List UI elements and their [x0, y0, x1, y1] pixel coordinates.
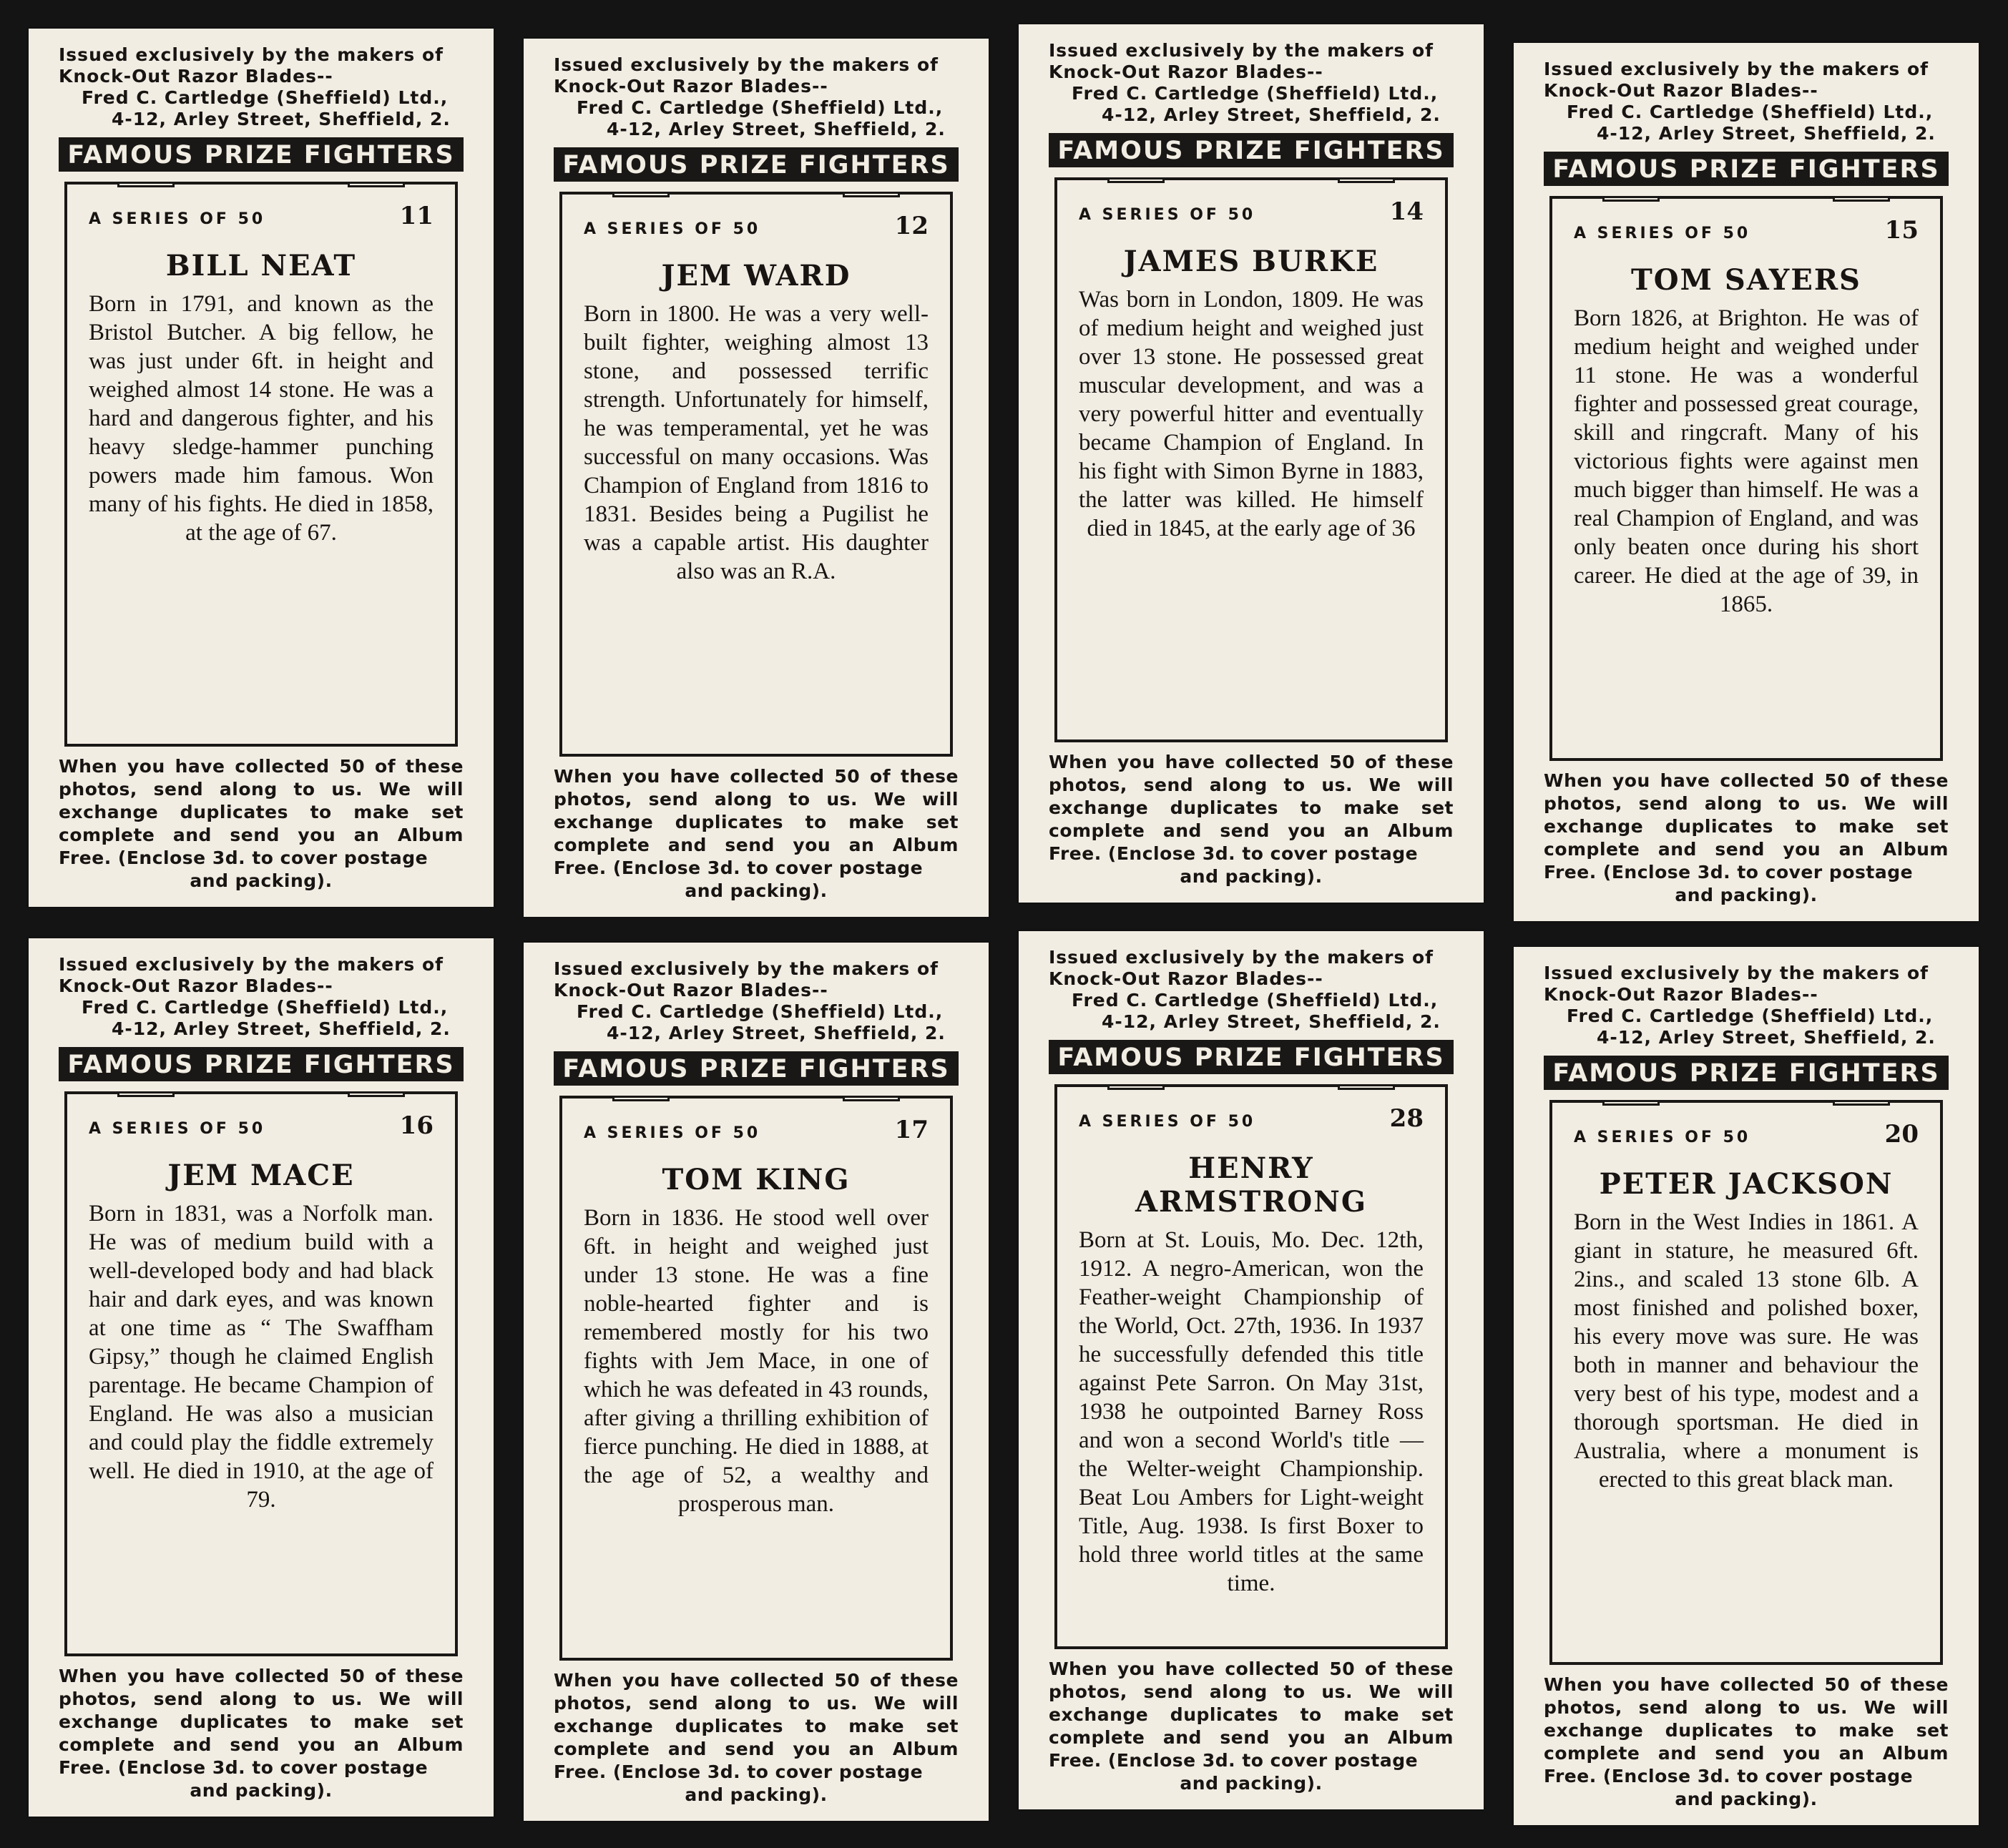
issuer-line-4: 4-12, Arley Street, Sheffield, 2.	[1597, 123, 1936, 144]
footer-end: and packing).	[190, 870, 333, 891]
issuer-line-2: Knock-Out Razor Blades--	[59, 66, 333, 87]
issuer-line-1: Issued exclusively by the makers of	[554, 54, 939, 75]
issuer-line-1: Issued exclusively by the makers of	[554, 958, 939, 979]
issuer-line-2: Knock-Out Razor Blades--	[1544, 984, 1818, 1005]
issuer-line-1: Issued exclusively by the makers of	[1544, 963, 1929, 983]
series-row	[1079, 1104, 1424, 1133]
series-row	[584, 212, 929, 240]
fighter-bio: Born in 1831, was a Norfolk man. He was of medium build with a well-developed body and had black hair and dark eyes, and was known at one time as “ The Swaffham Gipsy,” though he claimed English parentage. He became Champion of England. He was also a musician and could play the fiddle extremely well. He died in 1910, at the age of 79.	[89, 1201, 434, 1513]
card-number: 16	[399, 1111, 434, 1140]
card-number: 11	[399, 202, 434, 230]
issuer-line-1: Issued exclusively by the makers of	[1049, 40, 1434, 61]
bio-frame	[559, 1096, 953, 1661]
frame-tab	[1602, 1100, 1660, 1106]
card-number: 15	[1884, 216, 1919, 245]
series-label: A SERIES OF 50	[89, 1120, 266, 1138]
frame-tab	[1833, 196, 1890, 202]
fighter-bio: Born in the West Indies in 1861. A giant in stature, he measured 6ft. 2ins., and scaled 13 stone 6lb. A most finished and polished boxer, his every move was sure. He was both in manner and behaviour the very best of his type, modest and a thorough sportsman. He died in Australia, where a monument is erected to this great black man.	[1574, 1209, 1919, 1493]
footer-end: and packing).	[190, 1780, 333, 1801]
card-number: 14	[1389, 197, 1424, 226]
footer-main: When you have collected 50 of these photos, send along to us. We will exchange duplicates to make set complete and send you an Album Free. (Enclose 3d. to cover postage	[1049, 752, 1454, 864]
series-banner: FAMOUS PRIZE FIGHTERS	[1049, 1040, 1454, 1074]
series-label: A SERIES OF 50	[1079, 206, 1256, 224]
series-banner: FAMOUS PRIZE FIGHTERS	[554, 147, 959, 182]
frame-tab	[1338, 1084, 1395, 1090]
frame-tab	[843, 192, 900, 197]
fighter-bio: Was born in London, 1809. He was of medium height and weighed just over 13 stone. He possessed great muscular development, and was a very powerful hitter and eventually became Champion of England. In his fight with Simon Byrne in 1883, the latter was killed. He himself died in 1845, at the early age of 36	[1079, 287, 1424, 541]
issuer-line-2: Knock-Out Razor Blades--	[1049, 968, 1323, 989]
series-banner: FAMOUS PRIZE FIGHTERS	[1544, 152, 1949, 186]
issuer-line-1: Issued exclusively by the makers of	[59, 954, 444, 975]
footer-end: and packing).	[1180, 1773, 1323, 1794]
frame-tab	[1602, 196, 1660, 202]
cigarette-card-12	[524, 39, 989, 917]
cigarette-card-17	[524, 943, 989, 1821]
fighter-name: JAMES BURKE	[1123, 245, 1379, 278]
cigarette-card-11	[29, 29, 494, 907]
issuer-line-3: Fred C. Cartledge (Sheffield) Ltd.,	[1072, 990, 1439, 1011]
series-label: A SERIES OF 50	[584, 220, 761, 238]
album-offer-text	[1049, 1658, 1454, 1795]
album-offer-text	[1049, 751, 1454, 888]
issuer-line-3: Fred C. Cartledge (Sheffield) Ltd.,	[577, 97, 944, 118]
footer-end: and packing).	[685, 1784, 828, 1805]
issuer-text	[59, 44, 464, 130]
series-row	[89, 1111, 434, 1140]
album-offer-text	[554, 765, 959, 903]
issuer-text	[1049, 947, 1454, 1033]
bio-frame	[64, 1091, 458, 1656]
issuer-line-2: Knock-Out Razor Blades--	[1544, 80, 1818, 101]
footer-main: When you have collected 50 of these photos, send along to us. We will exchange duplicates to make set complete and send you an Album Free. (Enclose 3d. to cover postage	[1544, 1674, 1949, 1786]
footer-end: and packing).	[1675, 885, 1818, 905]
series-banner: FAMOUS PRIZE FIGHTERS	[554, 1051, 959, 1086]
frame-tab	[1107, 1084, 1165, 1090]
fighter-bio: Born in 1836. He stood well over 6ft. in height and weighed just under 13 stone. He was a fine noble-hearted fighter and is remembered mostly for his two fights with Jem Mace, in one of which he was defeated in 43 rounds, after giving a thrilling exhibition of fierce punching. He died in 1888, at the age of 52, a wealthy and prosperous man.	[584, 1205, 929, 1517]
fighter-name: TOM SAYERS	[1631, 263, 1861, 297]
issuer-line-4: 4-12, Arley Street, Sheffield, 2.	[1102, 1011, 1441, 1032]
cigarette-card-15	[1514, 43, 1979, 921]
series-row	[1574, 1120, 1919, 1149]
series-label: A SERIES OF 50	[1079, 1113, 1256, 1131]
series-label: A SERIES OF 50	[584, 1124, 761, 1142]
footer-main: When you have collected 50 of these photos, send along to us. We will exchange duplicates to make set complete and send you an Album Free. (Enclose 3d. to cover postage	[59, 1666, 464, 1778]
series-row	[1574, 216, 1919, 245]
album-offer-text	[554, 1669, 959, 1807]
fighter-name: PETER JACKSON	[1599, 1167, 1894, 1201]
issuer-text	[1049, 40, 1454, 126]
fighter-bio: Born in 1791, and known as the Bristol Butcher. A big fellow, he was just under 6ft. in height and weighed almost 14 stone. He was a hard and dangerous fighter, and his heavy sledge-hammer punching powers made him famous. Won many of his fights. He died in 1858, at the age of 67.	[89, 291, 434, 546]
frame-tab	[843, 1096, 900, 1101]
series-banner: FAMOUS PRIZE FIGHTERS	[59, 137, 464, 172]
frame-tab	[117, 182, 175, 187]
frame-tab	[1833, 1100, 1890, 1106]
issuer-line-3: Fred C. Cartledge (Sheffield) Ltd.,	[1567, 1006, 1934, 1026]
series-banner: FAMOUS PRIZE FIGHTERS	[59, 1047, 464, 1081]
issuer-line-2: Knock-Out Razor Blades--	[59, 975, 333, 996]
footer-end: and packing).	[1180, 866, 1323, 887]
card-number: 12	[894, 212, 929, 240]
frame-tab	[348, 1091, 405, 1097]
issuer-text	[59, 954, 464, 1040]
issuer-line-4: 4-12, Arley Street, Sheffield, 2.	[112, 109, 451, 129]
footer-end: and packing).	[1675, 1789, 1818, 1809]
issuer-text	[554, 54, 959, 140]
fighter-name: JEM WARD	[661, 259, 851, 293]
album-offer-text	[59, 1665, 464, 1802]
footer-end: and packing).	[685, 880, 828, 901]
bio-frame	[1054, 1084, 1448, 1649]
frame-tab	[612, 192, 670, 197]
cigarette-card-28	[1019, 931, 1484, 1809]
issuer-line-2: Knock-Out Razor Blades--	[554, 76, 828, 97]
issuer-text	[554, 958, 959, 1044]
fighter-name: JEM MACE	[167, 1159, 355, 1192]
fighter-bio: Born at St. Louis, Mo. Dec. 12th, 1912. A negro-American, won the Feather-weight Championship of the World, Oct. 27th, 1936. In 1937 he successfully defended this title against Pete Sarron. On May 31st, 1938 he outpointed Barney Ross and won a second World's title — the Welter-weight Championship. Beat Lou Ambers for Light-weight Title, Aug. 1938. Is first Boxer to hold three world titles at the same time.	[1079, 1227, 1424, 1596]
issuer-line-4: 4-12, Arley Street, Sheffield, 2.	[112, 1018, 451, 1039]
issuer-text	[1544, 963, 1949, 1048]
series-label: A SERIES OF 50	[1574, 1129, 1751, 1146]
issuer-line-1: Issued exclusively by the makers of	[1544, 59, 1929, 79]
series-row	[89, 202, 434, 230]
series-banner: FAMOUS PRIZE FIGHTERS	[1049, 133, 1454, 167]
bio-frame	[1549, 196, 1943, 761]
bio-frame	[64, 182, 458, 747]
cigarette-card-16	[29, 938, 494, 1817]
fighter-bio: Born 1826, at Brighton. He was of medium height and weighed under 11 stone. He was a wonderful fighter and possessed great courage, skill and ringcraft. Many of his victorious fights were against men much bigger than himself. He was a real Champion of England, and was only beaten once during his short career. He died at the age of 39, in 1865.	[1574, 305, 1919, 617]
cigarette-card-20	[1514, 947, 1979, 1825]
issuer-line-3: Fred C. Cartledge (Sheffield) Ltd.,	[577, 1001, 944, 1022]
frame-tab	[1338, 177, 1395, 183]
issuer-line-3: Fred C. Cartledge (Sheffield) Ltd.,	[1072, 83, 1439, 104]
frame-tab	[117, 1091, 175, 1097]
card-number: 17	[894, 1116, 929, 1144]
card-grid	[29, 29, 1979, 1817]
issuer-line-3: Fred C. Cartledge (Sheffield) Ltd.,	[82, 87, 449, 108]
issuer-line-4: 4-12, Arley Street, Sheffield, 2.	[1102, 104, 1441, 125]
album-offer-text	[1544, 770, 1949, 907]
issuer-line-4: 4-12, Arley Street, Sheffield, 2.	[607, 119, 946, 139]
footer-main: When you have collected 50 of these photos, send along to us. We will exchange duplicates to make set complete and send you an Album Free. (Enclose 3d. to cover postage	[1544, 770, 1949, 883]
frame-tab	[1107, 177, 1165, 183]
fighter-name: TOM KING	[662, 1163, 851, 1196]
album-offer-text	[1544, 1673, 1949, 1811]
issuer-text	[1544, 59, 1949, 144]
bio-frame	[1549, 1100, 1943, 1665]
fighter-name: HENRY ARMSTRONG	[1135, 1151, 1367, 1219]
footer-main: When you have collected 50 of these photos, send along to us. We will exchange duplicates to make set complete and send you an Album Free. (Enclose 3d. to cover postage	[554, 766, 959, 878]
issuer-line-3: Fred C. Cartledge (Sheffield) Ltd.,	[1567, 102, 1934, 122]
footer-main: When you have collected 50 of these photos, send along to us. We will exchange duplicates to make set complete and send you an Album Free. (Enclose 3d. to cover postage	[59, 756, 464, 868]
series-label: A SERIES OF 50	[1574, 225, 1751, 242]
fighter-name: BILL NEAT	[165, 249, 357, 282]
card-number: 20	[1884, 1120, 1919, 1149]
footer-main: When you have collected 50 of these photos, send along to us. We will exchange duplicates to make set complete and send you an Album Free. (Enclose 3d. to cover postage	[1049, 1658, 1454, 1771]
fighter-bio: Born in 1800. He was a very well-built fighter, weighing almost 13 stone, and possessed terrific strength. Unfortunately for himself, he was temperamental, yet he was successful on many occasions. Was Champion of England from 1816 to 1831. Besides being a Pugilist he was a capable artist. His daughter also was an R.A.	[584, 301, 929, 584]
issuer-line-2: Knock-Out Razor Blades--	[554, 980, 828, 1001]
series-row	[584, 1116, 929, 1144]
issuer-line-1: Issued exclusively by the makers of	[59, 44, 444, 65]
issuer-line-4: 4-12, Arley Street, Sheffield, 2.	[607, 1023, 946, 1043]
bio-frame	[1054, 177, 1448, 742]
issuer-line-2: Knock-Out Razor Blades--	[1049, 62, 1323, 82]
series-banner: FAMOUS PRIZE FIGHTERS	[1544, 1056, 1949, 1090]
issuer-line-1: Issued exclusively by the makers of	[1049, 947, 1434, 968]
cigarette-card-14	[1019, 24, 1484, 903]
frame-tab	[612, 1096, 670, 1101]
series-row	[1079, 197, 1424, 226]
issuer-line-4: 4-12, Arley Street, Sheffield, 2.	[1597, 1027, 1936, 1048]
card-number: 28	[1389, 1104, 1424, 1133]
album-offer-text	[59, 755, 464, 893]
bio-frame	[559, 192, 953, 757]
footer-main: When you have collected 50 of these photos, send along to us. We will exchange duplicates to make set complete and send you an Album Free. (Enclose 3d. to cover postage	[554, 1670, 959, 1782]
frame-tab	[348, 182, 405, 187]
series-label: A SERIES OF 50	[89, 210, 266, 228]
issuer-line-3: Fred C. Cartledge (Sheffield) Ltd.,	[82, 997, 449, 1018]
